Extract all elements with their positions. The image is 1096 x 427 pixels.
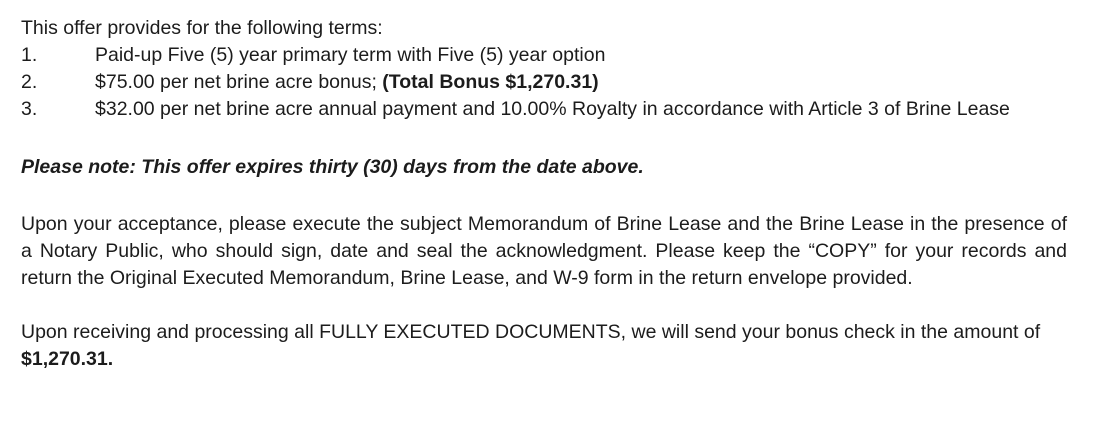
offer-letter-excerpt: [21, 15, 1067, 373]
term-text: Paid-up Five (5) year primary term with Five (5) year option: [95, 44, 606, 66]
term-item-1: [21, 42, 1067, 69]
terms-list: [21, 42, 1067, 123]
term-text: $32.00 per net brine acre annual payment and 10.00% Royalty in accordance with Article 3 of Brine Lease: [95, 98, 1010, 120]
term-item-3: [21, 96, 1067, 123]
bonus-paragraph-end: .: [107, 348, 114, 370]
term-item-2: [21, 69, 1067, 96]
bonus-amount: $1,270.31: [21, 348, 108, 370]
term-text-wrapper: [95, 69, 1067, 96]
bonus-paragraph-text: Upon receiving and processing all FULLY EXECUTED DOCUMENTS, we will send your bonus check in the amount of: [21, 321, 1041, 343]
bonus-paragraph: [21, 319, 1067, 373]
term-number: 3.: [21, 98, 38, 120]
total-bonus-text: (Total Bonus $1,270.31): [382, 71, 599, 93]
terms-intro: This offer provides for the following terms:: [21, 17, 383, 39]
expiration-note: Please note: This offer expires thirty (30) days from the date above.: [21, 156, 644, 178]
term-number: 2.: [21, 71, 38, 93]
acceptance-paragraph: Upon your acceptance, please execute the subject Memorandum of Brine Lease and the Brine Lease in the presence of a Notary Public, who should sign, date and seal the acknowledgment. Please keep the “COPY” for your records and return the Original Executed Memorandum, Brine Lease, and W-9 form in the return envelope provided.: [21, 213, 1067, 289]
term-text: $75.00 per net brine acre bonus;: [95, 71, 383, 93]
term-number: 1.: [21, 44, 38, 66]
